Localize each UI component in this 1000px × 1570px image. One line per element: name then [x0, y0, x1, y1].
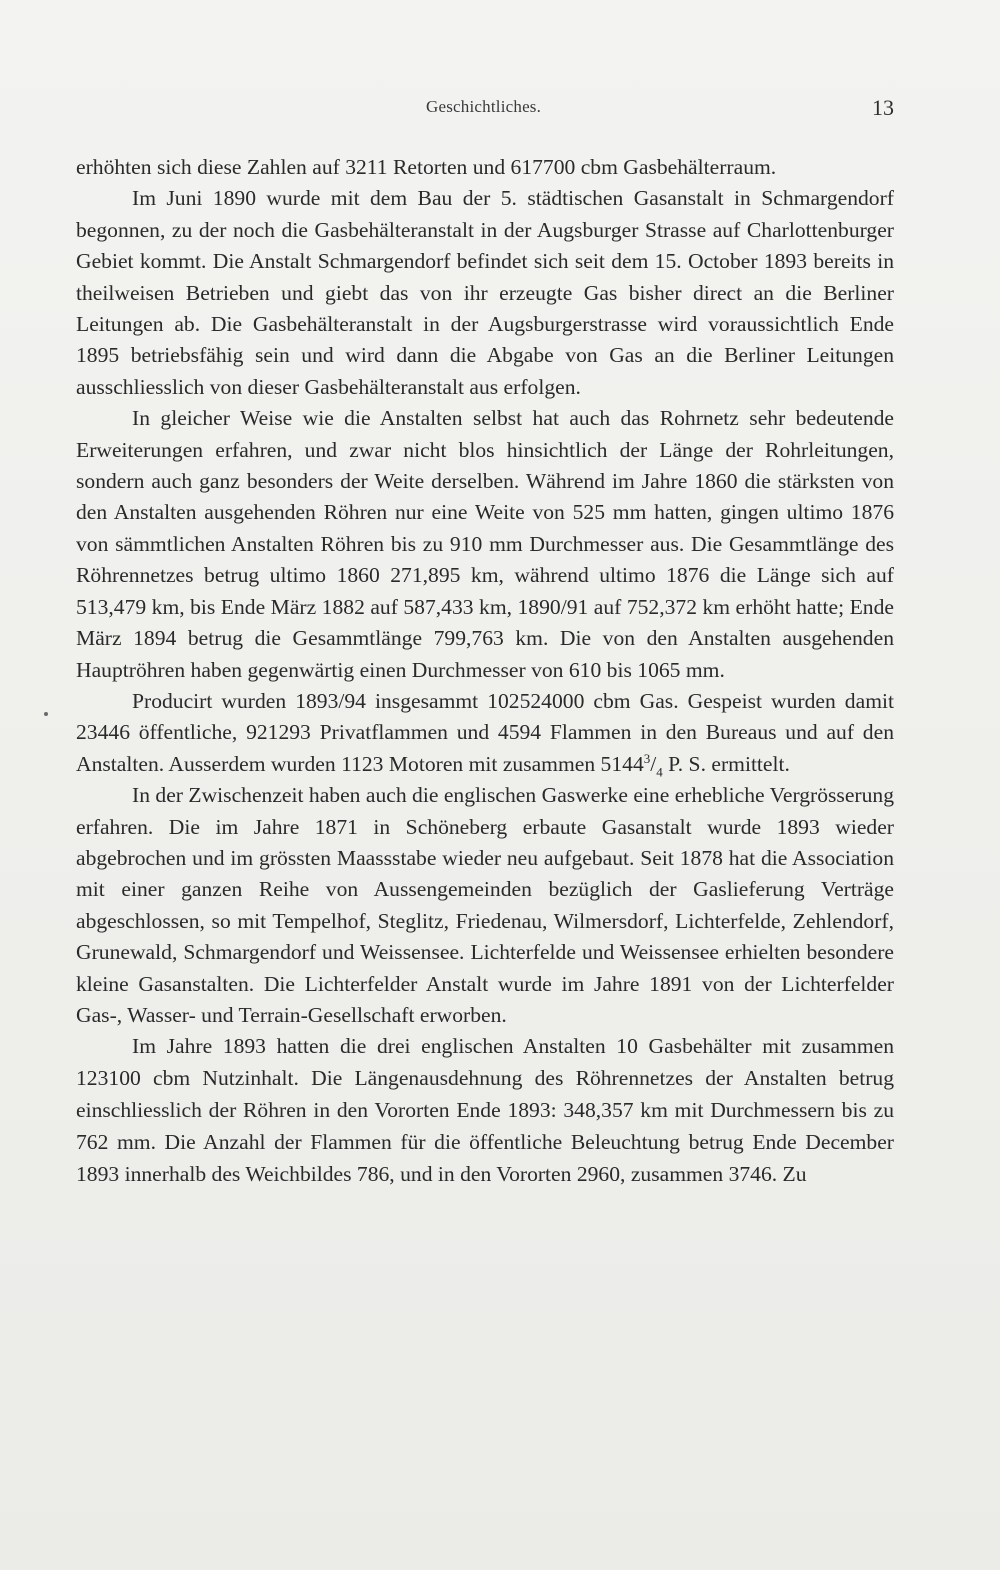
paragraph-rohrnetz: In gleicher Weise wie die Anstalten selbst hat auch das Rohrnetz sehr bedeutende Erweiterungen erfahren, und zwar nicht blos hinsichtlich der Länge der Rohrleitungen, sondern auch ganz besonders der Weite derselben. Während im Jahre 1860 die stärksten von den Anstalten ausgehenden Röhren nur eine Weite von 525 mm hatten, gingen ultimo 1876 von sämmtlichen Anstalten Röhren bis zu 910 mm Durchmesser aus. Die Gesammtlänge des Röhrennetzes betrug ultimo 1860 271,895 km, während ultimo 1876 die Länge sich auf 513,479 km, bis Ende März 1882 auf 587,433 km, 1890/91 auf 752,372 km erhöht hatte; Ende März 1894 betrug die Gesammtlänge 799,763 km. Die von den Anstalten ausgehenden Hauptröhren haben gegenwärtig einen Durchmesser von 610 bis 1065 mm.	[76, 406, 894, 682]
paragraph-english-gasworks: In der Zwischenzeit haben auch die englischen Gaswerke eine erhebliche Vergrösserung erfahren. Die im Jahre 1871 in Schöneberg erbaute Gasanstalt wurde 1893 wieder abgebrochen und im grössten Maassstabe wieder neu aufgebaut. Seit 1878 hat die Association mit einer ganzen Reihe von Aussengemeinden bezüglich der Gaslieferung Verträge abgeschlossen, so mit Tempelhof, Steglitz, Friedenau, Wilmersdorf, Lichterfelde, Zehlendorf, Grunewald, Schmargendorf und Weissensee. Lichterfelde und Weissensee erhielten besondere kleine Gasanstalten. Die Lichterfelder Anstalt wurde im Jahre 1891 von der Lichterfelder Gas-, Wasser- und Terrain-Gesellschaft erworben.	[76, 783, 894, 1027]
paragraph-continuation: erhöhten sich diese Zahlen auf 3211 Retorten und 617700 cbm Gasbehälterraum.	[76, 155, 777, 179]
paragraph-production: Producirt wurden 1893/94 insgesammt 102524000 cbm Gas. Gespeist wurden damit 23446 öffentliche, 921293 Privatflammen und 4594 Flammen in den Bureaus und auf den Anstalten. Ausserdem wurden 1123 Motoren mit zusammen $5144^3/_4$ P. S. ermittelt.	[76, 688, 894, 780]
body-text	[76, 152, 894, 1190]
paragraph-1893-statistics: Im Jahre 1893 hatten die drei englischen Anstalten 10 Gasbehälter mit zusammen 123100 cbm Nutzinhalt. Die Längenausdehnung des Röhrennetzes der Anstalten betrug einschliesslich der Röhren in den Vororten Ende 1893: 348,357 km mit Durchmessern bis zu 762 mm. Die Anzahl der Flammen für die öffentliche Beleuchtung betrug Ende December 1893 innerhalb des Weichbildes 786, und in den Vororten 2960, zusammen 3746. Zu	[76, 1034, 894, 1186]
running-title: Geschichtliches.	[426, 97, 542, 116]
margin-mark	[44, 712, 48, 716]
production-text: Producirt wurden 1893/94 insgesammt 102524000 cbm Gas. Gespeist wurden damit 23446 öffentliche, 921293 Privatflammen und 4594 Flammen in den Bureaus und auf den Anstalten. Ausserdem wurden 1123 Motoren mit zusammen 5144	[76, 688, 894, 776]
fraction-denominator: 4	[656, 764, 663, 780]
fraction-numerator: 3	[643, 750, 651, 766]
paragraph-schmargendorf: Im Juni 1890 wurde mit dem Bau der 5. städtischen Gasanstalt in Schmargendorf begonnen, zu der noch die Gasbehälteranstalt in der Augsburger Strasse auf Charlottenburger Gebiet kommt. Die Anstalt Schmargendorf befindet sich seit dem 15. October 1893 bereits in theilweisen Betrieben und giebt das von ihr erzeugte Gas bisher direct an die Berliner Leitungen ab. Die Gasbehälteranstalt in der Augsburgerstrasse wird voraussichtlich Ende 1895 betriebsfähig sein und wird dann die Abgabe von Gas an die Berliner Leitungen ausschliesslich von dieser Gasbehälteranstalt aus erfolgen.	[76, 186, 894, 399]
production-text-end: P. S. ermittelt.	[662, 751, 790, 776]
page-number: 13	[872, 95, 894, 120]
running-head	[76, 97, 894, 127]
